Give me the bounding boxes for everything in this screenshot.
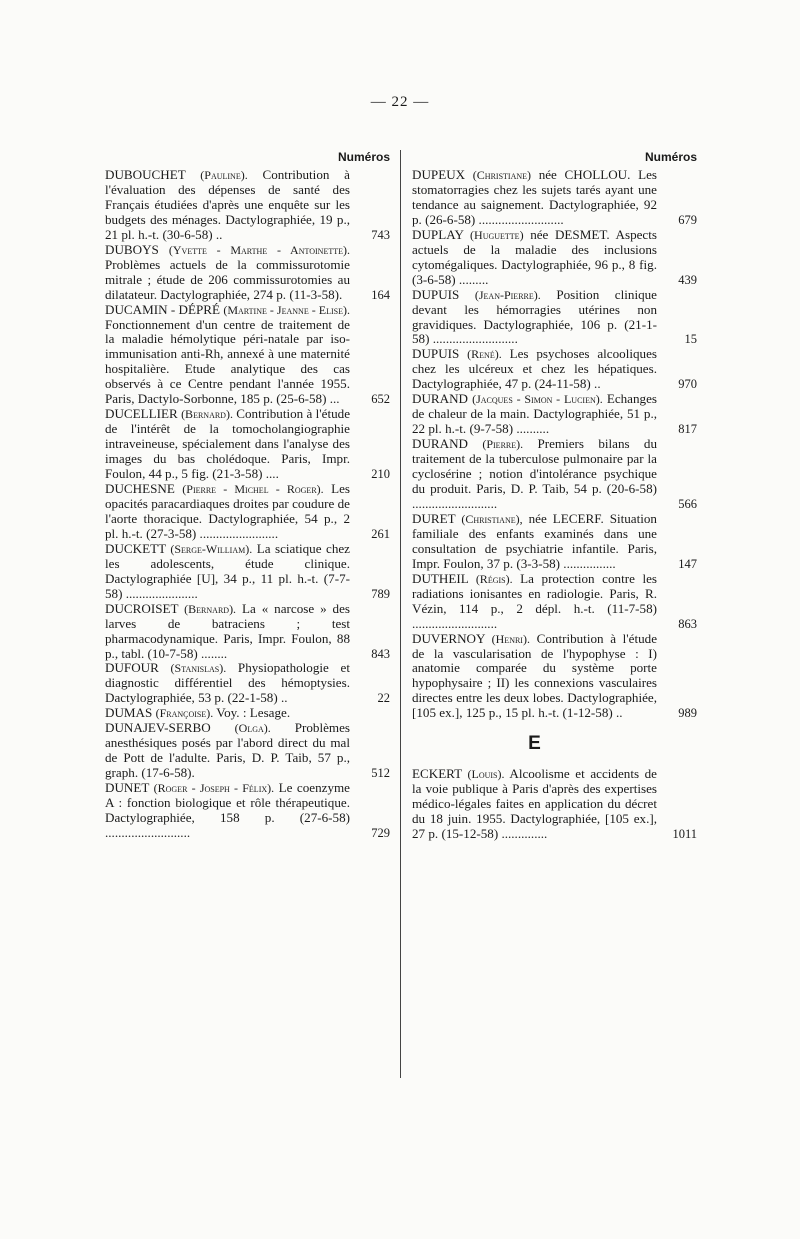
numeros-header: Numéros <box>337 150 390 164</box>
entry-given-names: (Bernard). <box>184 601 237 616</box>
entry-description: Contribution à l'évaluation des dépenses de santé des Français étudiées d'après une enquête sur les budgets des ménages. Dactylographiée, 19 p., 21 pl. h.-t. (30-6-58) .. <box>105 167 350 242</box>
entry-given-names: (Jean-Pierre). <box>474 287 541 302</box>
entry-given-names: (Régis). <box>475 571 513 586</box>
entry-given-names: (Huguette) <box>470 227 524 242</box>
entry-description: La « narcose » des larves de batraciens ; test pharmacodynamique. Paris, Impr. Foulon, 88 p., tabl. (10-7-58) ........ <box>105 600 350 661</box>
entry-author-name: DUMAS <box>105 705 153 721</box>
section-letter: E <box>528 733 541 755</box>
entry-author-name: DURAND <box>412 391 469 407</box>
index-entry <box>412 512 697 572</box>
entry-description: Voy. : Lesage. <box>216 705 291 721</box>
index-entry <box>412 767 697 842</box>
entry-description: Contribution à l'étude de l'intérêt de la tomocholangiographie intraveineuse, spécialement dans l'analyse des images du bas cholédoque. Paris, Impr. Foulon, 44 p., 5 fig. (21-3-58) .... <box>105 406 351 482</box>
index-entry <box>105 482 390 542</box>
entry-given-names: (Serge-William). <box>170 541 253 556</box>
entry-author-name: DUPLAY <box>412 226 464 242</box>
entry-given-names: (Christiane) <box>472 168 532 182</box>
entry-description: Physiopathologie et diagnostic différentiel des hémoptysies. Dactylographiée, 53 p. (22-1-58) .. <box>105 660 350 706</box>
entry-number: 1011 <box>672 827 697 842</box>
index-entry <box>412 632 697 722</box>
entry-author-name: DUBOUCHET <box>105 167 186 182</box>
entry-number: 15 <box>684 332 697 347</box>
right-entries-e <box>412 767 697 842</box>
left-column <box>105 148 390 841</box>
entry-description: La protection contre les radiations ionisantes en radiologie. Paris, R. Vézin, 114 p., 2 dépl. h.-t. (11-7-58) .......................... <box>412 570 657 631</box>
index-entry <box>412 228 697 288</box>
entry-author-name: DUTHEIL <box>412 570 469 586</box>
right-column <box>412 148 697 842</box>
index-entry <box>105 706 390 721</box>
entry-author-name: DURAND <box>412 436 469 452</box>
index-entry <box>412 347 697 392</box>
entry-given-names: (René). <box>467 347 502 362</box>
index-entry <box>105 781 390 841</box>
entry-number: 789 <box>371 586 390 601</box>
index-entry <box>105 303 390 408</box>
entry-given-names: (Stanislas). <box>170 661 227 676</box>
index-entry <box>412 168 697 228</box>
entry-number: 147 <box>678 556 697 571</box>
entry-number: 566 <box>678 496 697 511</box>
entry-description: Contribution à l'étude de la vascularisation de l'hypophyse : I) anatomie comparée du système porte hypophysaire ; II) les connexions vasculaires directes entre les deux lobes. Dactylographiée, [105 ex.], 125 p., 15 pl. h.-t. (1-12-58) .. <box>412 630 658 721</box>
entry-number: 989 <box>678 706 697 721</box>
entry-number: 970 <box>678 377 697 392</box>
index-entry <box>412 437 697 512</box>
entry-description: Echanges de chaleur de la main. Dactylographiée, 51 p., 22 pl. h.-t. (9-7-58) .......... <box>412 391 657 437</box>
entry-given-names: (Olga). <box>234 721 271 736</box>
entry-given-names: (Yvette - Marthe - Antoinette). <box>168 242 350 257</box>
entry-given-names: (Pierre). <box>482 437 524 452</box>
entry-description: Premiers bilans du traitement de la tuberculose pulmonaire par la cyclosérine ; notion d'intolérance psychique du produit. Paris, D. P. Taib, 54 p. (20-6-58) .......................... <box>412 436 658 511</box>
entry-description: Alcoolisme et accidents de la voie publique à Paris d'après des expertises médico-légales faites en application du décret du 18 juin. 1955. Dactylographiée, [105 ex.], 27 p. (15-12-58) .............. <box>412 766 657 842</box>
entry-description: Les opacités paracardiaques droites par coudure de l'aorte thoracique. Dactylographiée, 54 p., 2 pl. h.-t. (27-3-58) ........................ <box>105 481 350 541</box>
entry-author-name: DUBOYS <box>105 241 159 257</box>
entry-author-name: DUCAMIN - DÉPRÉ <box>105 301 221 317</box>
entry-number: 512 <box>371 766 390 781</box>
entry-description: La sciatique chez les adolescents, étude clinique. Dactylographiée [U], 34 p., 11 pl. h.-t. (7-7-58) ...................... <box>105 540 350 601</box>
index-entry <box>105 602 390 662</box>
entry-description: Les psychoses alcooliques chez les ulcéreux et chez les hépatiques. Dactylographiée, 47 p. (24-11-58) .. <box>412 346 657 392</box>
right-entries <box>412 168 697 721</box>
entry-author-name: DUCHESNE <box>105 481 175 497</box>
entry-given-names: (Louis). <box>467 767 505 782</box>
index-entry <box>412 572 697 632</box>
index-entry <box>105 721 390 781</box>
column-divider <box>400 150 401 1078</box>
entry-given-names: (Roger - Joseph - Félix). <box>153 781 275 796</box>
entry-given-names: (Françoise). <box>155 706 214 721</box>
numeros-header: Numéros <box>644 150 697 164</box>
entry-number: 22 <box>377 691 390 706</box>
entry-given-names: (Jacques - Simon - Lucien). <box>472 392 603 407</box>
entry-description: née LECERF. Situation familiale des enfants examinés dans une consultation de psychiatrie infantile. Paris, Impr. Foulon, 37 p. (3-3-58) ................ <box>412 510 657 571</box>
entry-number: 743 <box>371 227 390 242</box>
entry-author-name: DUCKETT <box>105 540 166 556</box>
entry-author-name: ECKERT <box>412 766 462 782</box>
index-entry <box>412 288 697 348</box>
entry-number: 439 <box>678 272 697 287</box>
index-entry <box>105 407 390 482</box>
entry-number: 843 <box>371 646 390 661</box>
entry-number: 729 <box>371 825 390 840</box>
entry-description: Le coenzyme A : fonction biologique et rôle thérapeutique. Dactylographiée, 158 p. (27-6-58) .......................... <box>105 780 350 840</box>
entry-given-names: (Christiane), <box>461 511 523 526</box>
entry-author-name: DUPUIS <box>412 346 460 362</box>
entry-description: Problèmes anesthésiques posés par l'abord direct du mal de Pott de l'adulte. Paris, D. P. Taib, 57 p., graph. (17-6-58). <box>105 720 350 781</box>
index-entry <box>105 661 390 706</box>
entry-description: Position clinique devant les hémorragies utérines non gravidiques. Dactylographiée, 106 p. (21-1-58) .......................... <box>412 286 657 347</box>
entry-description: Fonctionnement d'un centre de traitement de la maladie hémolytique péri-natale par iso-immunisation anti-Rh, annexé à une maternité hospitalière. Etude analytique des cas observés à ce Centre pendant l'année 1955. Paris, Dactylo-Sorbonne, 185 p. (25-6-58) ... <box>105 316 350 407</box>
entry-given-names: (Bernard). <box>181 407 233 422</box>
entry-given-names: (Henri). <box>491 631 530 646</box>
index-entry <box>105 243 390 303</box>
entry-author-name: DUNET <box>105 780 150 796</box>
entry-number: 652 <box>371 392 390 407</box>
index-entry <box>105 542 390 602</box>
entry-number: 817 <box>678 422 697 437</box>
entry-given-names: (Pierre - Michel - Roger). <box>182 482 324 497</box>
entry-author-name: DUCROISET <box>105 600 179 616</box>
entry-number: 164 <box>371 287 390 302</box>
index-entry <box>412 392 697 437</box>
entry-number: 210 <box>371 467 390 482</box>
entry-given-names: (Martine - Jeanne - Elise). <box>223 302 350 317</box>
entry-number: 863 <box>678 616 697 631</box>
entry-description: née CHOLLOU. Les stomatorragies chez les sujets tarés ayant une tendance au saignement. Dactylographiée, 92 p. (26-6-58) .......................... <box>412 167 657 227</box>
entry-description: Problèmes actuels de la commissurotomie mitrale ; étude de 206 commissurotomies au dilatateur. Dactylographiée, 274 p. (11-3-58). <box>105 256 350 302</box>
left-entries <box>105 168 390 841</box>
entry-author-name: DUNAJEV-SERBO <box>105 720 211 736</box>
entry-author-name: DUFOUR <box>105 660 159 676</box>
entry-author-name: DURET <box>412 510 456 526</box>
entry-number: 261 <box>371 526 390 541</box>
entry-given-names: (Pauline). <box>200 168 248 182</box>
entry-author-name: DUVERNOY <box>412 630 485 646</box>
entry-description: née DESMET. Aspects actuels de la maladie des inclusions cytomégaliques. Dactylographiée, 96 p., 8 fig. (3-6-58) ......... <box>412 226 657 287</box>
entry-number: 679 <box>678 212 697 227</box>
entry-author-name: DUPEUX <box>412 167 466 182</box>
index-entry <box>105 168 390 243</box>
page-number: — 22 — <box>370 94 430 110</box>
entry-author-name: DUPUIS <box>412 286 460 302</box>
entry-author-name: DUCELLIER <box>105 406 178 422</box>
